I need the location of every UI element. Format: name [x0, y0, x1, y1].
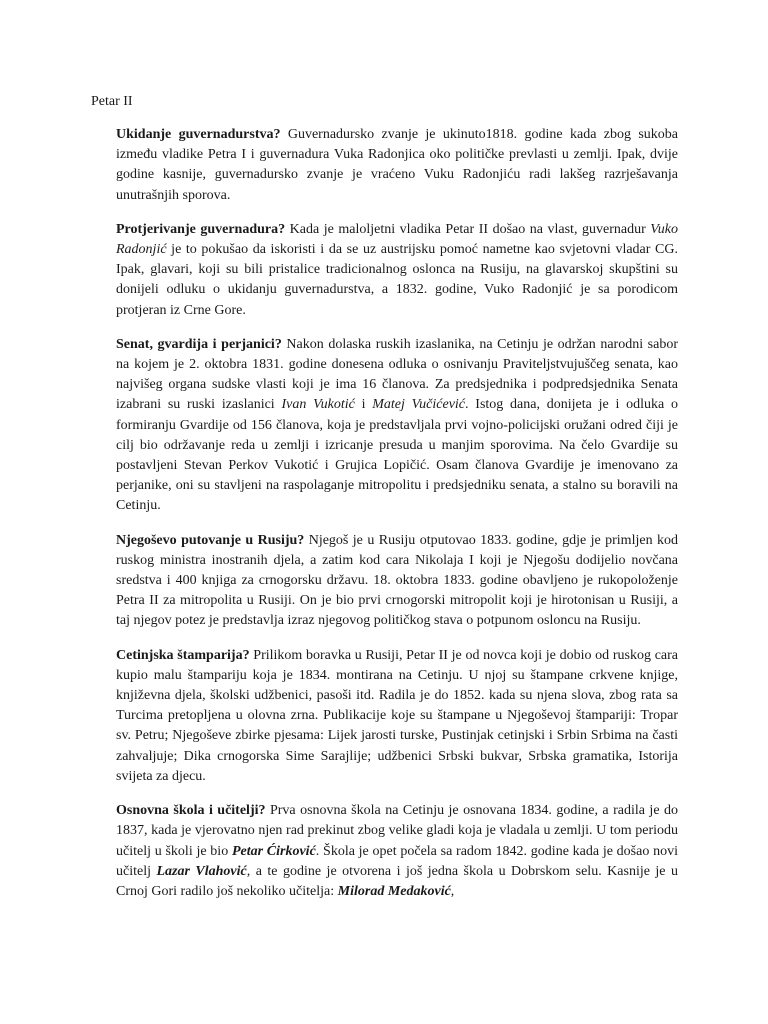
person-name: Lazar Vlahović	[156, 863, 247, 879]
person-name: Vuko Radonjić	[116, 221, 678, 258]
paragraph-osnovna-skola	[116, 801, 678, 902]
paragraph-heading: Ukidanje guvernadurstva?	[116, 127, 281, 142]
paragraph-text: i	[354, 397, 373, 413]
person-name: Ivan Vukotić	[281, 397, 355, 413]
document-title: Petar II	[91, 94, 133, 109]
paragraph-text: Njegoš je u Rusiju otputovao 1833. godine, gdje je primljen kod ruskog ministra inostranih djela, a zatim kod cara Nikolaja I koji je Njegošu dodijelio novčana sredstva i 400 knjiga za crnogorsku državu. 18. oktobra 1833. godine obavljeno je rukopoloženje Petra II za mitropolita u Rusiji. On je bio prvi crnogorski mitropolit koji je hirotonisan u Rusiji, a taj njegov potez je predstavlja izraz njegovog političkog stava o potpunom osloncu na Rusiju.	[116, 532, 678, 629]
paragraph-heading: Senat, gvardija i perjanici?	[116, 336, 282, 352]
paragraph-heading: Protjerivanje guvernadura?	[116, 221, 286, 237]
person-name: Milorad Medaković	[337, 883, 451, 899]
document-body	[116, 125, 678, 902]
person-name: Petar Ćirković	[231, 843, 316, 859]
paragraph-text: Prva osnovna škola na Cetinju je osnovana 1834. godine, a radila je do 1837, kada je vjerovatno njen rad prekinut zbog velike gladi koja je vladala u zemlji. U tom periodu učitelj u školi je bio	[116, 803, 678, 859]
paragraph-senat-gvardija	[116, 335, 678, 517]
paragraph-text: . Škola je opet počela sa radom 1842. godine kada je došao novi učitelj	[116, 843, 678, 879]
paragraph-heading: Njegoševo putovanje u Rusiju?	[116, 532, 305, 548]
paragraph-text: Nakon dolaska ruskih izaslanika, na Cetinju je održan narodni sabor na kojem je 2. oktobra 1831. godine donesena odluka o osnivanju Praviteljstvujuščeg senata, kao najvišeg organa sudske vlasti koji je ima 16 članova. Za predsjednika i podpredsjednika Senata izabrani su ruski izaslanici	[116, 336, 679, 413]
paragraph-cetinjska-stamparija	[116, 646, 678, 787]
paragraph-text: je to pokušao da iskoristi i da se uz austrijsku pomoć nametne kao svjetovni vladar CG. Ipak, glavari, koji su bili pristalice tradicionalnog oslonca na Rusiju, na glavarskoj skupštini su donijeli odluku o ukidanju guvernadurstva, a 1832. godine, Vuko Radonjić je sa porodicom protjeran iz Crne Gore.	[116, 242, 678, 318]
paragraph-text: , a te godine je otvorena i još jedna škola u Dobrskom selu. Kasnije je u Crnoj Gori radilo još nekoliko učitelja:	[116, 863, 678, 899]
paragraph-text: ,	[450, 883, 455, 899]
paragraph-text: Guvernadursko zvanje je ukinuto1818. godine kada zbog sukoba između vladike Petra I i guvernadura Vuka Radonjica oko političke prevlasti u zemlji. Ipak, dvije godine kasnije, guvernadursko zvanje je vraćeno Vuku Radonjiću radi lakšeg razrješavanja unutrašnjih sporova.	[116, 127, 678, 203]
paragraph-text: . Istog dana, donijeta je i odluka o formiranju Gvardije od 156 članova, koja je predstavljala prvi vojno-policijski oružani odred čiji je cilj bio održavanje reda u zemlji i izricanje presuda u manjim sporovima. Na čelo Gvardije su postavljeni Stevan Perkov Vukotić i Grujica Lopičić. Osam članova Gvardije je imenovano za perjanike, oni su stavljeni na raspolaganje mitropolitu i predsjedniku senata, a stalno su boravili na Cetinju.	[116, 397, 678, 514]
paragraph-heading: Osnovna škola i učitelji?	[116, 803, 266, 819]
paragraph-text: Prilikom boravka u Rusiji, Petar II je od novca koji je dobio od ruskog cara kupio malu štampariju koja je 1834. montirana na Cetinju. U njoj su štampane crkvene knjige, književna djela, školski udžbenici, pasoši itd. Radila je do 1852. kada su njena slova, zbog rata sa Turcima pretopljena u olovna zrna. Publikacije koje su štampane u Njegoševoj štampariji: Tropar sv. Petru; Njegoševe zbirke pjesama: Lijek jarosti turske, Pustinjak cetinjski i Srbin Srbima na časti zahvaljuje; Dika crnogorska Sime Sarajlije; udžbenici Srbski bukvar, Srbska gramatika, Istorija svijeta za djecu.	[116, 647, 678, 784]
paragraph-protjerivanje-guvernadura	[116, 220, 678, 321]
paragraph-text: Kada je maloljetni vladika Petar II došao na vlast, guvernadur	[285, 221, 651, 237]
paragraph-heading: Cetinjska štamparija?	[116, 647, 250, 663]
paragraph-ukidanje-guvernadurstva	[116, 125, 678, 206]
paragraph-njegosevo-putovanje	[116, 531, 678, 632]
person-name: Matej Vučićević	[372, 397, 466, 413]
